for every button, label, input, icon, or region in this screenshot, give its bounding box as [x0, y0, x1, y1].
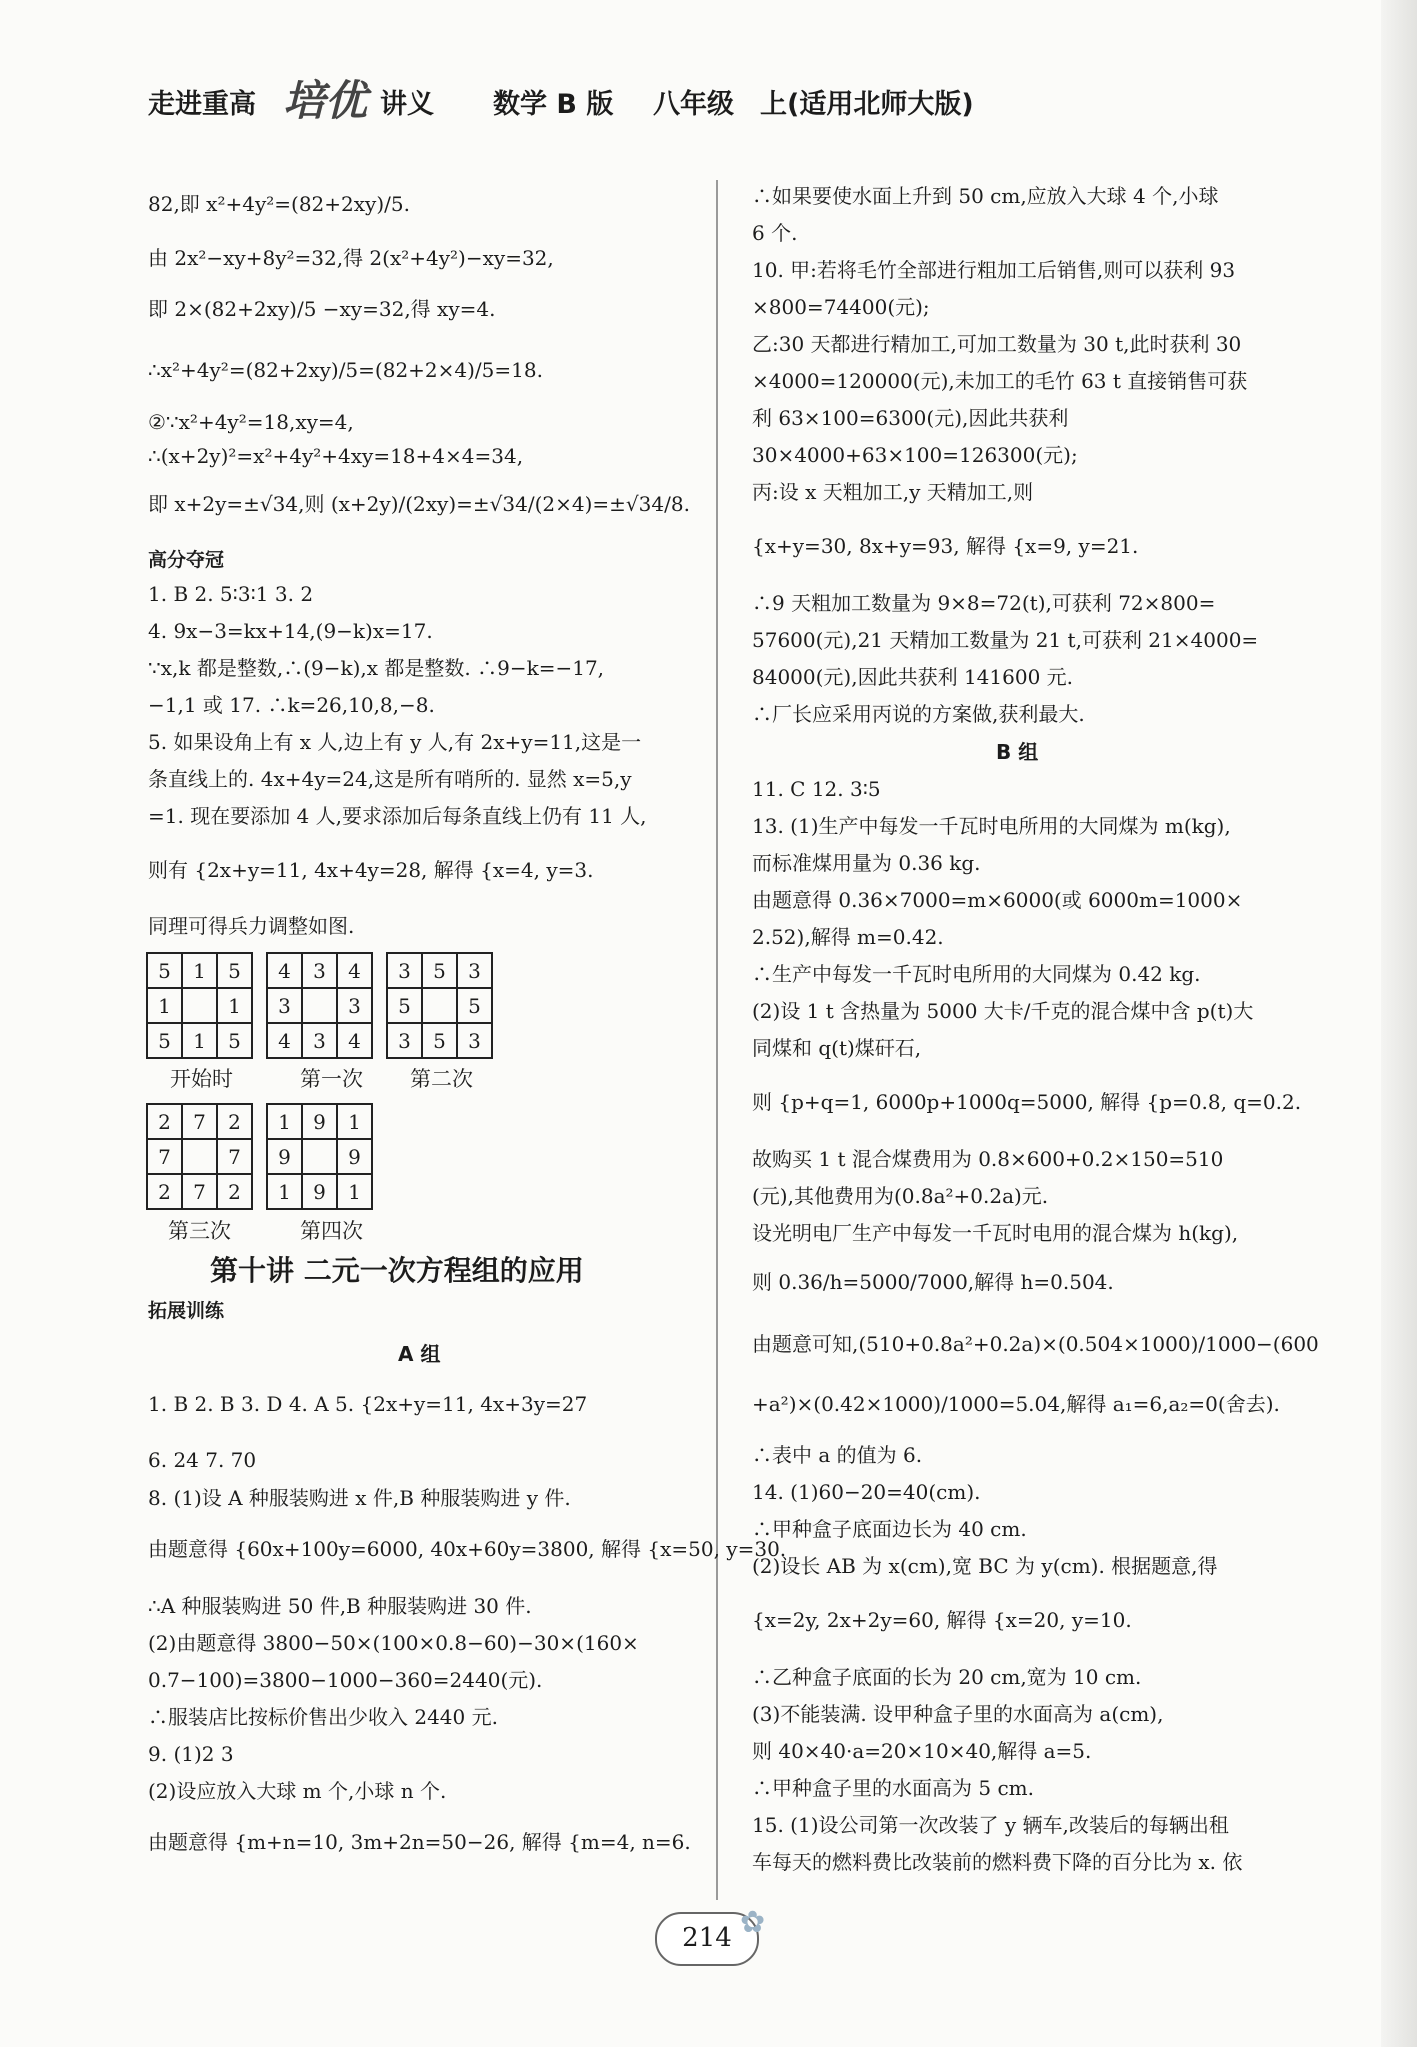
grid-cell: 3 [337, 988, 372, 1023]
header-subject: 数学 B 版 [493, 89, 614, 120]
header-brand-1: 走进重高 [148, 89, 256, 120]
text-line: ∴9 天粗加工数量为 9×8=72(t),可获利 72×800= [752, 591, 1216, 615]
section-tuozhan: 拓展训练 [148, 1300, 225, 1322]
text-line: 82,即 x²+4y²=(82+2xy)/5. [148, 192, 410, 216]
grid-cell: 2 [217, 1174, 252, 1209]
text-line: 30×4000+63×100=126300(元); [752, 443, 1078, 467]
grid-cell: 5 [217, 1023, 252, 1058]
text-line: 由题意得 {m+n=10, 3m+2n=50−26, 解得 {m=4, n=6. [148, 1830, 691, 1854]
grid-cell: 7 [147, 1139, 182, 1174]
grid-start [146, 952, 253, 1059]
text-line: ∴表中 a 的值为 6. [752, 1443, 923, 1467]
grid-caption: 开始时 [170, 1067, 233, 1091]
grid-cell: 1 [337, 1174, 372, 1209]
text-line: ∴A 种服装购进 50 件,B 种服装购进 30 件. [148, 1594, 532, 1618]
text-line: ②∵x²+4y²=18,xy=4, [148, 410, 354, 434]
grid-cell [302, 1139, 337, 1174]
grid-cell [182, 988, 217, 1023]
text-line: 即 2×(82+2xy)/5 −xy=32,得 xy=4. [148, 297, 496, 321]
grid-cell [302, 988, 337, 1023]
grid-cell: 4 [267, 1023, 302, 1058]
grid-cell: 7 [217, 1139, 252, 1174]
grid-caption: 第一次 [300, 1067, 363, 1091]
text-line: 13. (1)生产中每发一千瓦时电所用的大同煤为 m(kg), [752, 814, 1231, 838]
header-brand-2: 培优 [283, 76, 368, 125]
text-line: ×4000=120000(元),未加工的毛竹 63 t 直接销售可获 [752, 369, 1248, 393]
text-line: 由题意得 0.36×7000=m×6000(或 6000m=1000× [752, 888, 1243, 912]
column-divider [716, 180, 718, 1900]
text-line: 乙:30 天都进行精加工,可加工数量为 30 t,此时获利 30 [752, 332, 1242, 356]
text-line: (2)设 1 t 含热量为 5000 大卡/千克的混合煤中含 p(t)大 [752, 999, 1254, 1023]
grid-cell: 3 [457, 1023, 492, 1058]
grid-cell [182, 1139, 217, 1174]
text-line: (2)由题意得 3800−50×(100×0.8−60)−30×(160× [148, 1631, 639, 1655]
text-line: 2.52),解得 m=0.42. [752, 925, 944, 949]
grid-cell: 5 [147, 953, 182, 988]
chapter-title: 第十讲 二元一次方程组的应用 [210, 1254, 584, 1287]
text-line: (3)不能装满. 设甲种盒子里的水面高为 a(cm), [752, 1702, 1164, 1726]
grid-cell: 1 [267, 1174, 302, 1209]
grid-cell: 9 [302, 1174, 337, 1209]
grid-cell: 9 [302, 1104, 337, 1139]
grid-cell: 3 [302, 953, 337, 988]
grid-cell: 1 [182, 1023, 217, 1058]
text-line: 同煤和 q(t)煤矸石, [752, 1036, 922, 1060]
text-line: (元),其他费用为(0.8a²+0.2a)元. [752, 1184, 1049, 1208]
grid-cell: 4 [337, 953, 372, 988]
group-a-heading: A 组 [398, 1342, 441, 1366]
text-line: +a²)×(0.42×1000)/1000=5.04,解得 a₁=6,a₂=0(舍去). [752, 1392, 1280, 1416]
page-edge [1381, 0, 1417, 2047]
grid-caption: 第三次 [168, 1219, 231, 1243]
grid-cell: 2 [147, 1174, 182, 1209]
grid-caption: 第二次 [410, 1067, 473, 1091]
grid-cell: 5 [217, 953, 252, 988]
group-b-heading: B 组 [996, 740, 1039, 764]
header-grade: 八年级 [653, 89, 734, 120]
text-line: 条直线上的. 4x+4y=24,这是所有哨所的. 显然 x=5,y [148, 767, 632, 791]
grid-cell: 3 [267, 988, 302, 1023]
text-line: 10. 甲:若将毛竹全部进行粗加工后销售,则可以获利 93 [752, 258, 1236, 282]
grid-cell: 5 [422, 1023, 457, 1058]
grid-cell: 3 [302, 1023, 337, 1058]
grid-cell: 4 [337, 1023, 372, 1058]
text-line: 则 {p+q=1, 6000p+1000q=5000, 解得 {p=0.8, q=0.2. [752, 1090, 1302, 1114]
grid-cell: 5 [457, 988, 492, 1023]
text-line: =1. 现在要添加 4 人,要求添加后每条直线上仍有 11 人, [148, 804, 647, 828]
text-line: 57600(元),21 天精加工数量为 21 t,可获利 21×4000= [752, 628, 1259, 652]
text-line: 同理可得兵力调整如图. [148, 914, 355, 938]
grid-second [386, 952, 493, 1059]
text-line: 则 40×40·a=20×10×40,解得 a=5. [752, 1739, 1092, 1763]
text-line: 14. (1)60−20=40(cm). [752, 1480, 981, 1504]
text-line: 8. (1)设 A 种服装购进 x 件,B 种服装购进 y 件. [148, 1486, 571, 1510]
text-line: −1,1 或 17. ∴k=26,10,8,−8. [148, 693, 435, 717]
text-line: 15. (1)设公司第一次改装了 y 辆车,改装后的每辆出租 [752, 1813, 1229, 1837]
grid-cell: 7 [182, 1104, 217, 1139]
page-number: 214 [655, 1912, 759, 1966]
text-line: 9. (1)2 3 [148, 1742, 234, 1766]
grid-cell: 7 [182, 1174, 217, 1209]
grid-cell: 1 [182, 953, 217, 988]
text-line: ∴乙种盒子底面的长为 20 cm,宽为 10 cm. [752, 1665, 1142, 1689]
grid-cell: 1 [267, 1104, 302, 1139]
grid-caption: 第四次 [300, 1219, 363, 1243]
grid-cell: 2 [217, 1104, 252, 1139]
grid-cell: 1 [337, 1104, 372, 1139]
text-line: ∴生产中每发一千瓦时电所用的大同煤为 0.42 kg. [752, 962, 1201, 986]
text-line: 由题意可知,(510+0.8a²+0.2a)×(0.504×1000)/1000−(600 [752, 1332, 1319, 1356]
text-line: 车每天的燃料费比改装前的燃料费下降的百分比为 x. 依 [752, 1850, 1243, 1874]
grid-third [146, 1103, 253, 1210]
grid-cell: 3 [457, 953, 492, 988]
grid-cell: 3 [387, 953, 422, 988]
grid-first [266, 952, 373, 1059]
answers-line: 1. B 2. 5∶3∶1 3. 2 [148, 582, 314, 606]
grid-cell: 5 [422, 953, 457, 988]
grid-cell: 9 [267, 1139, 302, 1174]
grid-fourth [266, 1103, 373, 1210]
grid-cell: 1 [147, 988, 182, 1023]
header-edition: 上(适用北师大版) [760, 89, 974, 120]
grid-cell: 5 [387, 988, 422, 1023]
header-brand-3: 讲义 [380, 89, 434, 120]
text-line: ∴甲种盒子里的水面高为 5 cm. [752, 1776, 1034, 1800]
text-line: (2)设应放入大球 m 个,小球 n 个. [148, 1779, 447, 1803]
grid-cell: 3 [387, 1023, 422, 1058]
page-header [148, 70, 1298, 130]
text-line: 丙:设 x 天粗加工,y 天精加工,则 [752, 480, 1034, 504]
text-line: 由题意得 {60x+100y=6000, 40x+60y=3800, 解得 {x=50, y=30. [148, 1537, 787, 1561]
text-line: ×800=74400(元); [752, 295, 930, 319]
text-line: 11. C 12. 3∶5 [752, 777, 881, 801]
text-line: (2)设长 AB 为 x(cm),宽 BC 为 y(cm). 根据题意,得 [752, 1554, 1218, 1578]
text-line: 5. 如果设角上有 x 人,边上有 y 人,有 2x+y=11,这是一 [148, 730, 642, 754]
grid-cell: 1 [217, 988, 252, 1023]
grid-cell: 4 [267, 953, 302, 988]
text-line: 利 63×100=6300(元),因此共获利 [752, 406, 1069, 430]
text-line: 0.7−100)=3800−1000−360=2440(元). [148, 1668, 543, 1692]
text-line: ∵x,k 都是整数,∴(9−k),x 都是整数. ∴9−k=−17, [148, 656, 605, 680]
grid-cell: 9 [337, 1139, 372, 1174]
text-line: ∴甲种盒子底面边长为 40 cm. [752, 1517, 1027, 1541]
text-line: 设光明电厂生产中每发一千瓦时电用的混合煤为 h(kg), [752, 1221, 1239, 1245]
text-line: ∴服装店比按标价售出少收入 2440 元. [148, 1705, 498, 1729]
text-line: 4. 9x−3=kx+14,(9−k)x=17. [148, 619, 433, 643]
grid-cell: 5 [147, 1023, 182, 1058]
grid-cell: 2 [147, 1104, 182, 1139]
text-line: ∴x²+4y²=(82+2xy)/5=(82+2×4)/5=18. [148, 358, 543, 382]
text-line: 故购买 1 t 混合煤费用为 0.8×600+0.2×150=510 [752, 1147, 1224, 1171]
text-line: 即 x+2y=±√34,则 (x+2y)/(2xy)=±√34/(2×4)=±√34/8. [148, 492, 690, 516]
section-gaofen: 高分夺冠 [148, 549, 225, 571]
flower-decoration-icon: ✿ [740, 1905, 766, 1940]
text-line: 则 0.36/h=5000/7000,解得 h=0.504. [752, 1270, 1114, 1294]
text-line: 而标准煤用量为 0.36 kg. [752, 851, 981, 875]
answers-line: 1. B 2. B 3. D 4. A 5. {2x+y=11, 4x+3y=27 [148, 1392, 588, 1416]
text-line: 6 个. [752, 221, 798, 245]
text-line: ∴如果要使水面上升到 50 cm,应放入大球 4 个,小球 [752, 184, 1219, 208]
grid-cell [422, 988, 457, 1023]
text-line: 则有 {2x+y=11, 4x+4y=28, 解得 {x=4, y=3. [148, 858, 594, 882]
answers-line: 6. 24 7. 70 [148, 1448, 257, 1472]
text-line: {x+y=30, 8x+y=93, 解得 {x=9, y=21. [752, 534, 1139, 558]
text-line: 84000(元),因此共获利 141600 元. [752, 665, 1074, 689]
text-line: 由 2x²−xy+8y²=32,得 2(x²+4y²)−xy=32, [148, 246, 554, 270]
text-line: {x=2y, 2x+2y=60, 解得 {x=20, y=10. [752, 1608, 1132, 1632]
text-line: ∴(x+2y)²=x²+4y²+4xy=18+4×4=34, [148, 444, 524, 468]
text-line: ∴厂长应采用丙说的方案做,获利最大. [752, 702, 1085, 726]
